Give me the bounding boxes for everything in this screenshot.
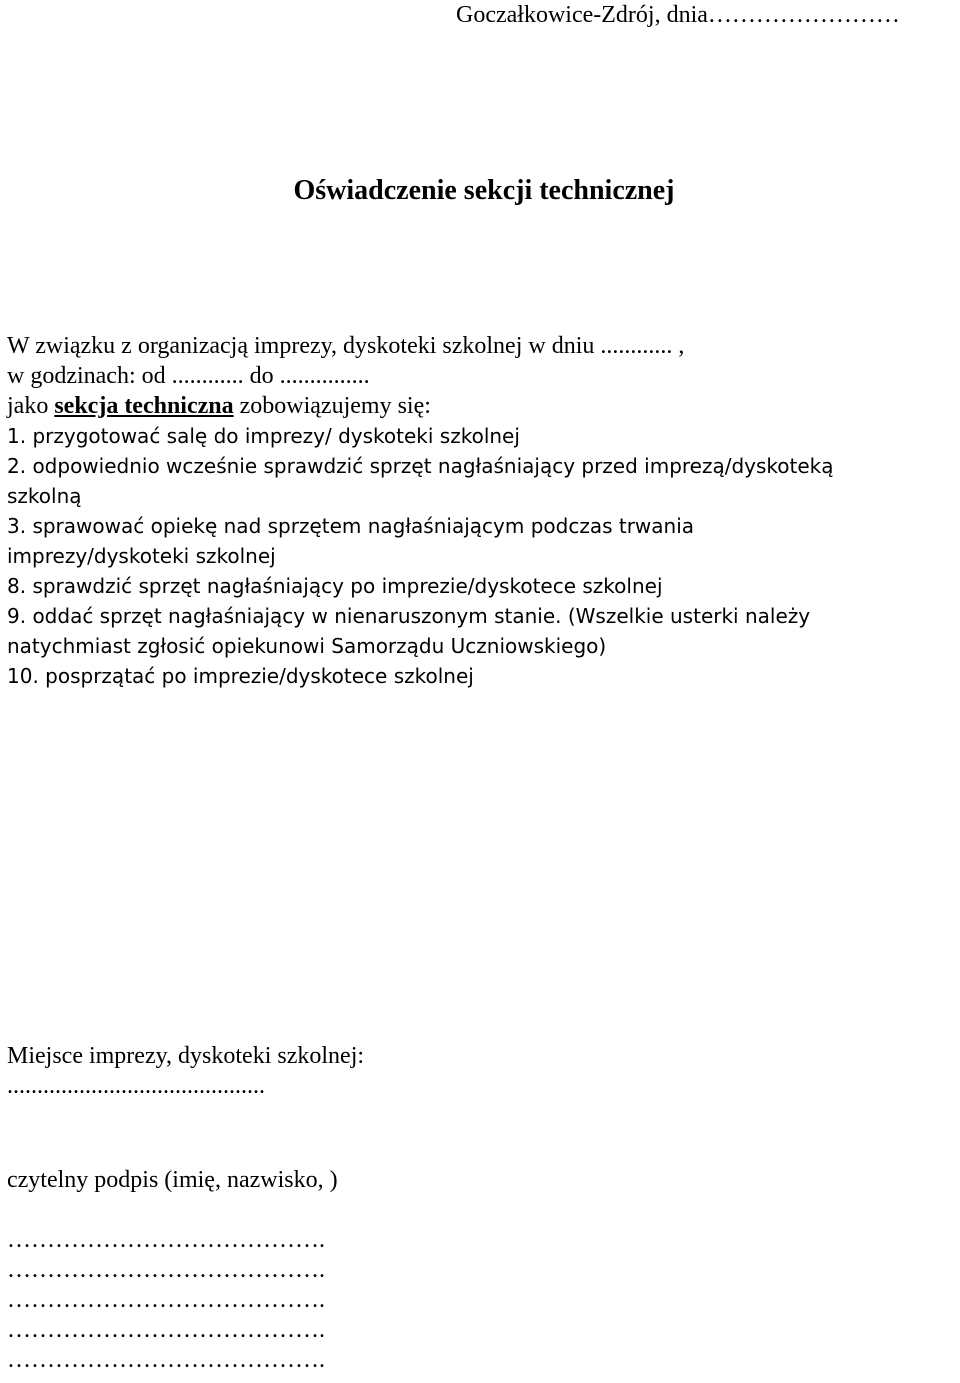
footer-section bbox=[7, 1041, 957, 1375]
list-item: natychmiast zgłosić opiekunowi Samorządu Uczniowskiego) bbox=[7, 634, 607, 658]
signature-line: …………………………………. bbox=[7, 1287, 325, 1313]
section-name: sekcja techniczna bbox=[54, 393, 234, 419]
list-item: 9. oddać sprzęt nagłaśniający w nienaruszonym stanie. (Wszelkie usterki należy bbox=[7, 604, 811, 628]
list-item: imprezy/dyskoteki szkolnej bbox=[7, 544, 276, 568]
list-item: 10. posprzątać po imprezie/dyskotece szkolnej bbox=[7, 664, 474, 688]
list-item: 3. sprawować opiekę nad sprzętem nagłaśniającym podczas trwania bbox=[7, 514, 695, 538]
document-body bbox=[7, 331, 957, 691]
signature-label: czytelny podpis (imię, nazwisko, ) bbox=[7, 1167, 338, 1193]
signature-line: …………………………………. bbox=[7, 1227, 325, 1253]
document-title: Oświadczenie sekcji technicznej bbox=[293, 175, 675, 206]
signature-line: …………………………………. bbox=[7, 1347, 325, 1373]
list-item: 2. odpowiednio wcześnie sprawdzić sprzęt nagłaśniający przed imprezą/dyskoteką bbox=[7, 454, 834, 478]
signature-line: …………………………………. bbox=[7, 1257, 325, 1283]
place-label: Miejsce imprezy, dyskoteki szkolnej: bbox=[7, 1043, 365, 1069]
intro-line-3 bbox=[7, 391, 957, 421]
list-item: 8. sprawdzić sprzęt nagłaśniający po imprezie/dyskotece szkolnej bbox=[7, 574, 663, 598]
intro-suffix: zobowiązujemy się: bbox=[233, 393, 431, 419]
spacer bbox=[7, 1195, 957, 1225]
place-date: Goczałkowice-Zdrój, dnia…………………… bbox=[456, 2, 900, 28]
signature-line: …………………………………. bbox=[7, 1317, 325, 1343]
place-value: ........................................... bbox=[7, 1073, 265, 1099]
intro-prefix: jako bbox=[7, 393, 55, 419]
list-item: 1. przygotować salę do imprezy/ dyskoteki szkolnej bbox=[7, 424, 520, 448]
intro-line-1: W związku z organizacją imprezy, dyskoteki szkolnej w dniu ............ , bbox=[7, 333, 685, 359]
intro-line-2: w godzinach: od ............ do ............... bbox=[7, 363, 370, 389]
spacer bbox=[7, 1101, 957, 1165]
list-item: szkolną bbox=[7, 484, 82, 508]
